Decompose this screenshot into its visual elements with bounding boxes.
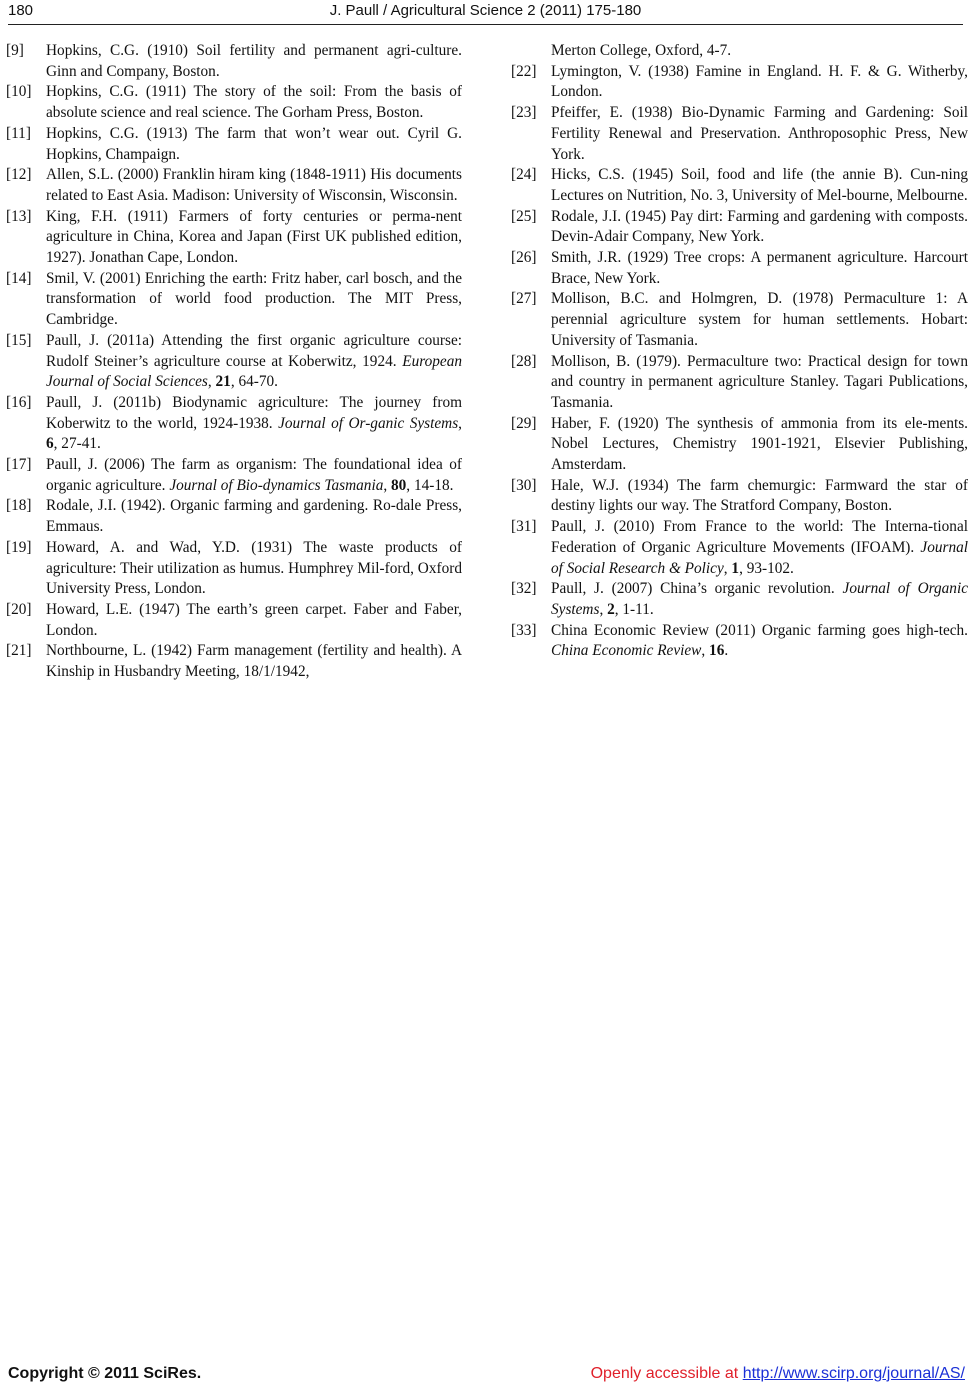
reference-segment: Smith, J.R. (1929) Tree crops: A permanent agriculture. Harcourt Brace, New York. xyxy=(551,249,968,287)
reference-item xyxy=(6,41,462,82)
volume-number: 80 xyxy=(391,476,407,494)
reference-text xyxy=(46,269,462,331)
reference-segment: , xyxy=(723,559,732,577)
reference-number: [25] xyxy=(511,207,537,225)
reference-text xyxy=(551,352,968,414)
reference-item xyxy=(6,165,462,206)
reference-segment: Allen, S.L. (2000) Franklin hiram king (1848-1911) His documents related to East Asia. Madison: University of Wisconsin, Wisconsin. xyxy=(46,166,462,204)
reference-text xyxy=(46,538,462,600)
reference-item xyxy=(511,621,968,662)
reference-item xyxy=(511,517,968,579)
reference-segment: , xyxy=(599,600,608,618)
reference-text xyxy=(551,207,968,248)
reference-text xyxy=(46,82,462,123)
reference-segment: Paull, J. (2011b) Biodynamic agriculture: The journey from Koberwitz to the world, 1924-1938. xyxy=(46,393,462,432)
reference-number: [26] xyxy=(511,249,537,267)
page-number: 180 xyxy=(8,2,34,19)
reference-segment: China Economic Review (2011) Organic farming goes high-tech. xyxy=(551,621,968,639)
reference-segment: Hopkins, C.G. (1911) The story of the soil: From the basis of absolute science and real science. The Gorham Press, Boston. xyxy=(46,83,462,122)
reference-item xyxy=(6,496,462,537)
reference-text xyxy=(46,207,462,269)
reference-number: [27] xyxy=(511,290,537,308)
reference-number: [14] xyxy=(6,269,32,287)
volume-number: 21 xyxy=(215,373,231,391)
reference-segment: Paull, J. (2010) From France to the world: The Interna-tional Federation of Organic Agriculture Movements (IFOAM). xyxy=(551,518,968,556)
running-header xyxy=(8,2,963,25)
open-access-text: Openly accessible at xyxy=(590,1365,743,1382)
reference-segment: King, F.H. (1911) Farmers of forty centuries or perma-nent agriculture in China, Korea and Japan (First UK published edition, 1927). Jonathan Cape, London. xyxy=(46,207,462,267)
reference-segment: Rodale, J.I. (1942). Organic farming and gardening. Ro-dale Press, Emmaus. xyxy=(46,497,462,536)
reference-item xyxy=(511,579,968,620)
reference-number: [17] xyxy=(6,456,32,474)
reference-number: [13] xyxy=(6,207,32,225)
journal-title: Journal of Bio-dynamics Tasmania xyxy=(169,476,384,494)
reference-segment: Lymington, V. (1938) Famine in England. H. F. & G. Witherby, London. xyxy=(551,62,968,101)
references-left-column xyxy=(6,41,462,683)
reference-item xyxy=(511,62,968,103)
reference-item xyxy=(6,331,462,393)
references-right-column xyxy=(511,41,968,662)
journal-title: Journal of Or-ganic Systems xyxy=(278,414,459,432)
journal-url-link[interactable]: http://www.scirp.org/journal/AS/ xyxy=(742,1365,965,1382)
reference-text xyxy=(46,496,462,537)
reference-number: [24] xyxy=(511,166,537,184)
reference-segment: Rodale, J.I. (1945) Pay dirt: Farming and gardening with composts. Devin-Adair Company, New York. xyxy=(551,207,968,246)
volume-number: 16 xyxy=(709,642,725,660)
reference-segment: . xyxy=(724,642,729,660)
reference-number: [21] xyxy=(6,642,32,660)
reference-text xyxy=(46,393,462,455)
reference-text xyxy=(551,289,968,351)
volume-number: 6 xyxy=(46,435,54,453)
copyright-notice: Copyright © 2011 SciRes. xyxy=(8,1365,202,1382)
reference-item xyxy=(6,455,462,496)
reference-text xyxy=(551,476,968,517)
reference-item xyxy=(511,476,968,517)
reference-number: [11] xyxy=(6,124,31,142)
reference-item xyxy=(6,538,462,600)
reference-number: [16] xyxy=(6,393,32,411)
reference-text xyxy=(46,455,462,496)
reference-item xyxy=(511,103,968,165)
reference-text xyxy=(551,414,968,476)
reference-number: [15] xyxy=(6,331,32,349)
reference-item xyxy=(511,289,968,351)
reference-item xyxy=(511,165,968,206)
open-access-notice xyxy=(591,1365,965,1383)
reference-segment: Howard, A. and Wad, Y.D. (1931) The waste products of agriculture: Their utilization as humus. Humphrey Mil-ford, Oxford University Press, London. xyxy=(46,538,462,598)
reference-item xyxy=(511,414,968,476)
reference-segment: Hopkins, C.G. (1913) The farm that won’t wear out. Cyril G. Hopkins, Champaign. xyxy=(46,124,462,163)
reference-number: [12] xyxy=(6,166,32,184)
reference-item xyxy=(6,82,462,123)
reference-text xyxy=(551,621,968,662)
reference-segment: Paull, J. (2011a) Attending the first organic agriculture course: Rudolf Steiner’s agriculture course at Koberwitz, 1924. xyxy=(46,331,462,370)
reference-segment: Smil, V. (2001) Enriching the earth: Fritz haber, carl bosch, and the transformation of world food production. The MIT Press, Cambridge. xyxy=(46,269,462,329)
reference-segment: , xyxy=(383,476,391,494)
reference-segment: Northbourne, L. (1942) Farm management (fertility and health). A Kinship in Husbandry Meeting, 18/1/1942, xyxy=(46,642,462,681)
reference-item xyxy=(6,207,462,269)
reference-number: [20] xyxy=(6,600,32,618)
reference-text xyxy=(551,517,968,579)
reference-text xyxy=(46,124,462,165)
reference-number: [9] xyxy=(6,42,24,59)
reference-segment: , xyxy=(207,373,216,391)
reference-segment: Haber, F. (1920) The synthesis of ammonia from its ele-ments. Nobel Lectures, Chemistry 1901-1921, Elsevier Publishing, Amsterdam. xyxy=(551,414,968,474)
reference-segment: , 64-70. xyxy=(230,373,278,391)
reference-segment: Hicks, C.S. (1945) Soil, food and life (the annie B). Cun-ning Lectures on Nutrition, No. 3, University of Mel-bourne, Melbourne. xyxy=(551,166,968,204)
reference-segment: , 27-41. xyxy=(53,435,101,453)
reference-item xyxy=(6,600,462,641)
reference-number: [32] xyxy=(511,580,537,598)
reference-item xyxy=(6,393,462,455)
journal-title: China Economic Review xyxy=(551,642,702,660)
reference-segment: , xyxy=(701,642,710,660)
reference-text xyxy=(46,331,462,393)
reference-number: [29] xyxy=(511,414,537,432)
reference-text xyxy=(551,248,968,289)
journal-title: Journal of Social Research & Policy xyxy=(551,538,968,577)
reference-segment: , 1-11. xyxy=(614,600,654,618)
reference-item xyxy=(6,269,462,331)
reference-number: [18] xyxy=(6,497,32,515)
reference-text xyxy=(551,579,968,620)
reference-segment: Mollison, B.C. and Holmgren, D. (1978) Permaculture 1: A perennial agriculture system for human settlements. Hobart: University of Tasmania. xyxy=(551,290,968,349)
reference-segment: Hopkins, C.G. (1910) Soil fertility and permanent agri-culture. Ginn and Company, Boston. xyxy=(46,42,462,80)
reference-segment: Paull, J. (2006) The farm as organism: The foundational idea of organic agriculture. xyxy=(46,456,462,494)
reference-text xyxy=(46,600,462,641)
reference-segment: , xyxy=(458,414,462,432)
page-footer xyxy=(8,1365,965,1387)
reference-text xyxy=(551,165,968,206)
reference-segment: Pfeiffer, E. (1938) Bio-Dynamic Farming and Gardening: Soil Fertility Renewal and Preservation. Anthroposophic Press, New York. xyxy=(551,104,968,163)
reference-number: [19] xyxy=(6,538,32,556)
reference-number: [31] xyxy=(511,518,537,536)
reference-item xyxy=(6,641,462,682)
reference-text xyxy=(551,103,968,165)
references-right-list xyxy=(511,62,968,662)
volume-number: 1 xyxy=(731,559,740,577)
reference-number: [28] xyxy=(511,352,537,370)
journal-citation: J. Paull / Agricultural Science 2 (2011) 175-180 xyxy=(329,2,642,19)
reference-text xyxy=(46,641,462,682)
reference-number: [22] xyxy=(511,62,537,80)
reference-segment: , 93-102. xyxy=(739,559,794,577)
reference-segment: Paull, J. (2007) China’s organic revolution. xyxy=(551,580,843,598)
volume-number: 2 xyxy=(607,600,615,618)
reference-text xyxy=(551,62,968,103)
reference-item xyxy=(511,352,968,414)
journal-title: Journal of Organic Systems xyxy=(551,580,968,618)
reference-segment: Howard, L.E. (1947) The earth’s green carpet. Faber and Faber, London. xyxy=(46,600,462,639)
reference-item xyxy=(6,124,462,165)
reference-number: [10] xyxy=(6,83,32,101)
reference-segment: Mollison, B. (1979). Permaculture two: Practical design for town and country in permanent agriculture Stanley. Tagari Publications, Tasmania. xyxy=(551,352,968,411)
reference-segment: , 14-18. xyxy=(406,476,454,494)
reference-number: [23] xyxy=(511,104,537,122)
reference-number: [30] xyxy=(511,476,537,494)
reference-number: [33] xyxy=(511,621,537,639)
reference-text xyxy=(46,41,462,82)
journal-title: European Journal of Social Sciences xyxy=(46,352,462,391)
reference-continuation: Merton College, Oxford, 4-7. xyxy=(551,42,732,59)
reference-item xyxy=(511,248,968,289)
reference-segment: Hale, W.J. (1934) The farm chemurgic: Farmward the star of destiny lights our way. The Stratford Company, Boston. xyxy=(551,476,968,515)
reference-text xyxy=(46,165,462,206)
reference-item xyxy=(511,207,968,248)
